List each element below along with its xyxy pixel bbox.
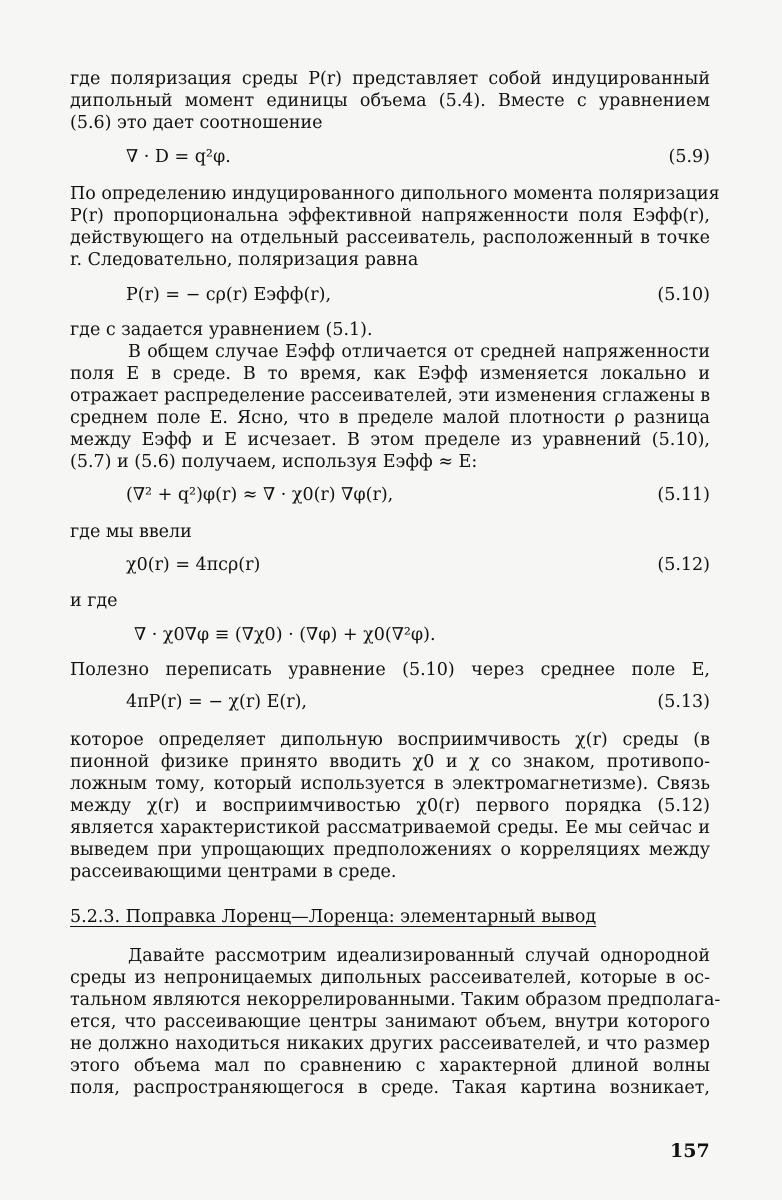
equation-body: ∇ · D = q²φ.	[126, 147, 231, 167]
text-line: рассеивающими центрами в среде.	[70, 862, 397, 882]
equation-body: P(r) = − cρ(r) Eэфф(r),	[126, 285, 332, 305]
text-line: ется, что рассеивающие центры занимают объем, внутри которого	[70, 1012, 710, 1032]
equation-number: (5.12)	[657, 555, 710, 575]
text-line: поля, распространяющегося в среде. Такая картина возникает,	[70, 1078, 710, 1098]
equation-5-11	[126, 484, 710, 506]
text-line: ложным тому, который используется в электромагнетизме). Связь	[70, 774, 710, 794]
text-line: выведем при упрощающих предположениях о корреляциях между	[70, 840, 710, 860]
text-line: дипольный момент единицы объема (5.4). Вместе с уравнением	[70, 91, 710, 111]
text-line: P(r) пропорциональна эффективной напряженности поля Eэфф(r),	[70, 206, 710, 226]
equation-number: (5.13)	[657, 692, 710, 712]
text-line: этого объема мал по сравнению с характерной длиной волны	[70, 1056, 710, 1076]
text-line: среднем поле E. Ясно, что в пределе малой плотности ρ разница	[70, 408, 710, 428]
text-line: пионной физике принято вводить χ0 и χ со знаком, противопо-	[70, 752, 710, 772]
text-line: r. Следовательно, поляризация равна	[70, 250, 419, 270]
text-line: где c задается уравнением (5.1).	[70, 320, 373, 340]
section-heading: 5.2.3. Поправка Лоренц—Лоренца: элементарный вывод	[70, 907, 597, 927]
equation-number: (5.11)	[657, 485, 710, 505]
text-line: поля E в среде. В то время, как Eэфф изменяется локально и	[70, 364, 710, 384]
equation-5-10	[126, 284, 710, 306]
text-line: По определению индуцированного дипольного момента поляризация	[70, 184, 720, 204]
text-line: (5.7) и (5.6) получаем, используя Eэфф ≈ E:	[70, 452, 478, 472]
text-line: и где	[70, 591, 118, 611]
equation-number: (5.9)	[668, 147, 710, 167]
text-line: среды из непроницаемых дипольных рассеивателей, которые в ос-	[70, 968, 710, 988]
page-number: 157	[670, 1140, 710, 1162]
text-line: отражает распределение рассеивателей, эти изменения сглажены в	[70, 386, 711, 406]
text-line: действующего на отдельный рассеиватель, расположенный в точке	[70, 228, 710, 248]
paragraph-first-line: Давайте рассмотрим идеализированный случай однородной	[128, 946, 710, 966]
equation-5-12	[126, 554, 710, 576]
text-line: тальном являются некоррелированными. Таким образом предполага-	[70, 990, 721, 1010]
text-line: которое определяет дипольную восприимчивость χ(r) среды (в	[70, 730, 710, 750]
paragraph-first-line: В общем случае Eэфф отличается от средней напряженности	[128, 342, 710, 362]
equation-body: χ0(r) = 4πcρ(r)	[126, 555, 261, 575]
text-line: (5.6) это дает соотношение	[70, 113, 323, 133]
text-line: где поляризация среды P(r) представляет собой индуцированный	[70, 69, 710, 89]
text-line: является характеристикой рассматриваемой среды. Ее мы сейчас и	[70, 818, 710, 838]
equation-body: (∇² + q²)φ(r) ≈ ∇ · χ0(r) ∇φ(r),	[126, 485, 394, 505]
equation-unnumbered	[134, 624, 710, 646]
text-line: где мы ввели	[70, 522, 192, 542]
text-line: не должно находиться никаких других рассеивателей, и что размер	[70, 1034, 710, 1054]
equation-number: (5.10)	[657, 285, 710, 305]
equation-body: 4πP(r) = − χ(r) E(r),	[126, 692, 307, 712]
equation-body: ∇ · χ0∇φ ≡ (∇χ0) · (∇φ) + χ0(∇²φ).	[134, 625, 436, 645]
equation-5-9	[126, 146, 710, 168]
text-line: Полезно переписать уравнение (5.10) через среднее поле E,	[70, 660, 710, 680]
text-line: между Eэфф и E исчезает. В этом пределе из уравнений (5.10),	[70, 430, 710, 450]
equation-5-13	[126, 691, 710, 713]
text-line: между χ(r) и восприимчивостью χ0(r) первого порядка (5.12)	[70, 796, 710, 816]
